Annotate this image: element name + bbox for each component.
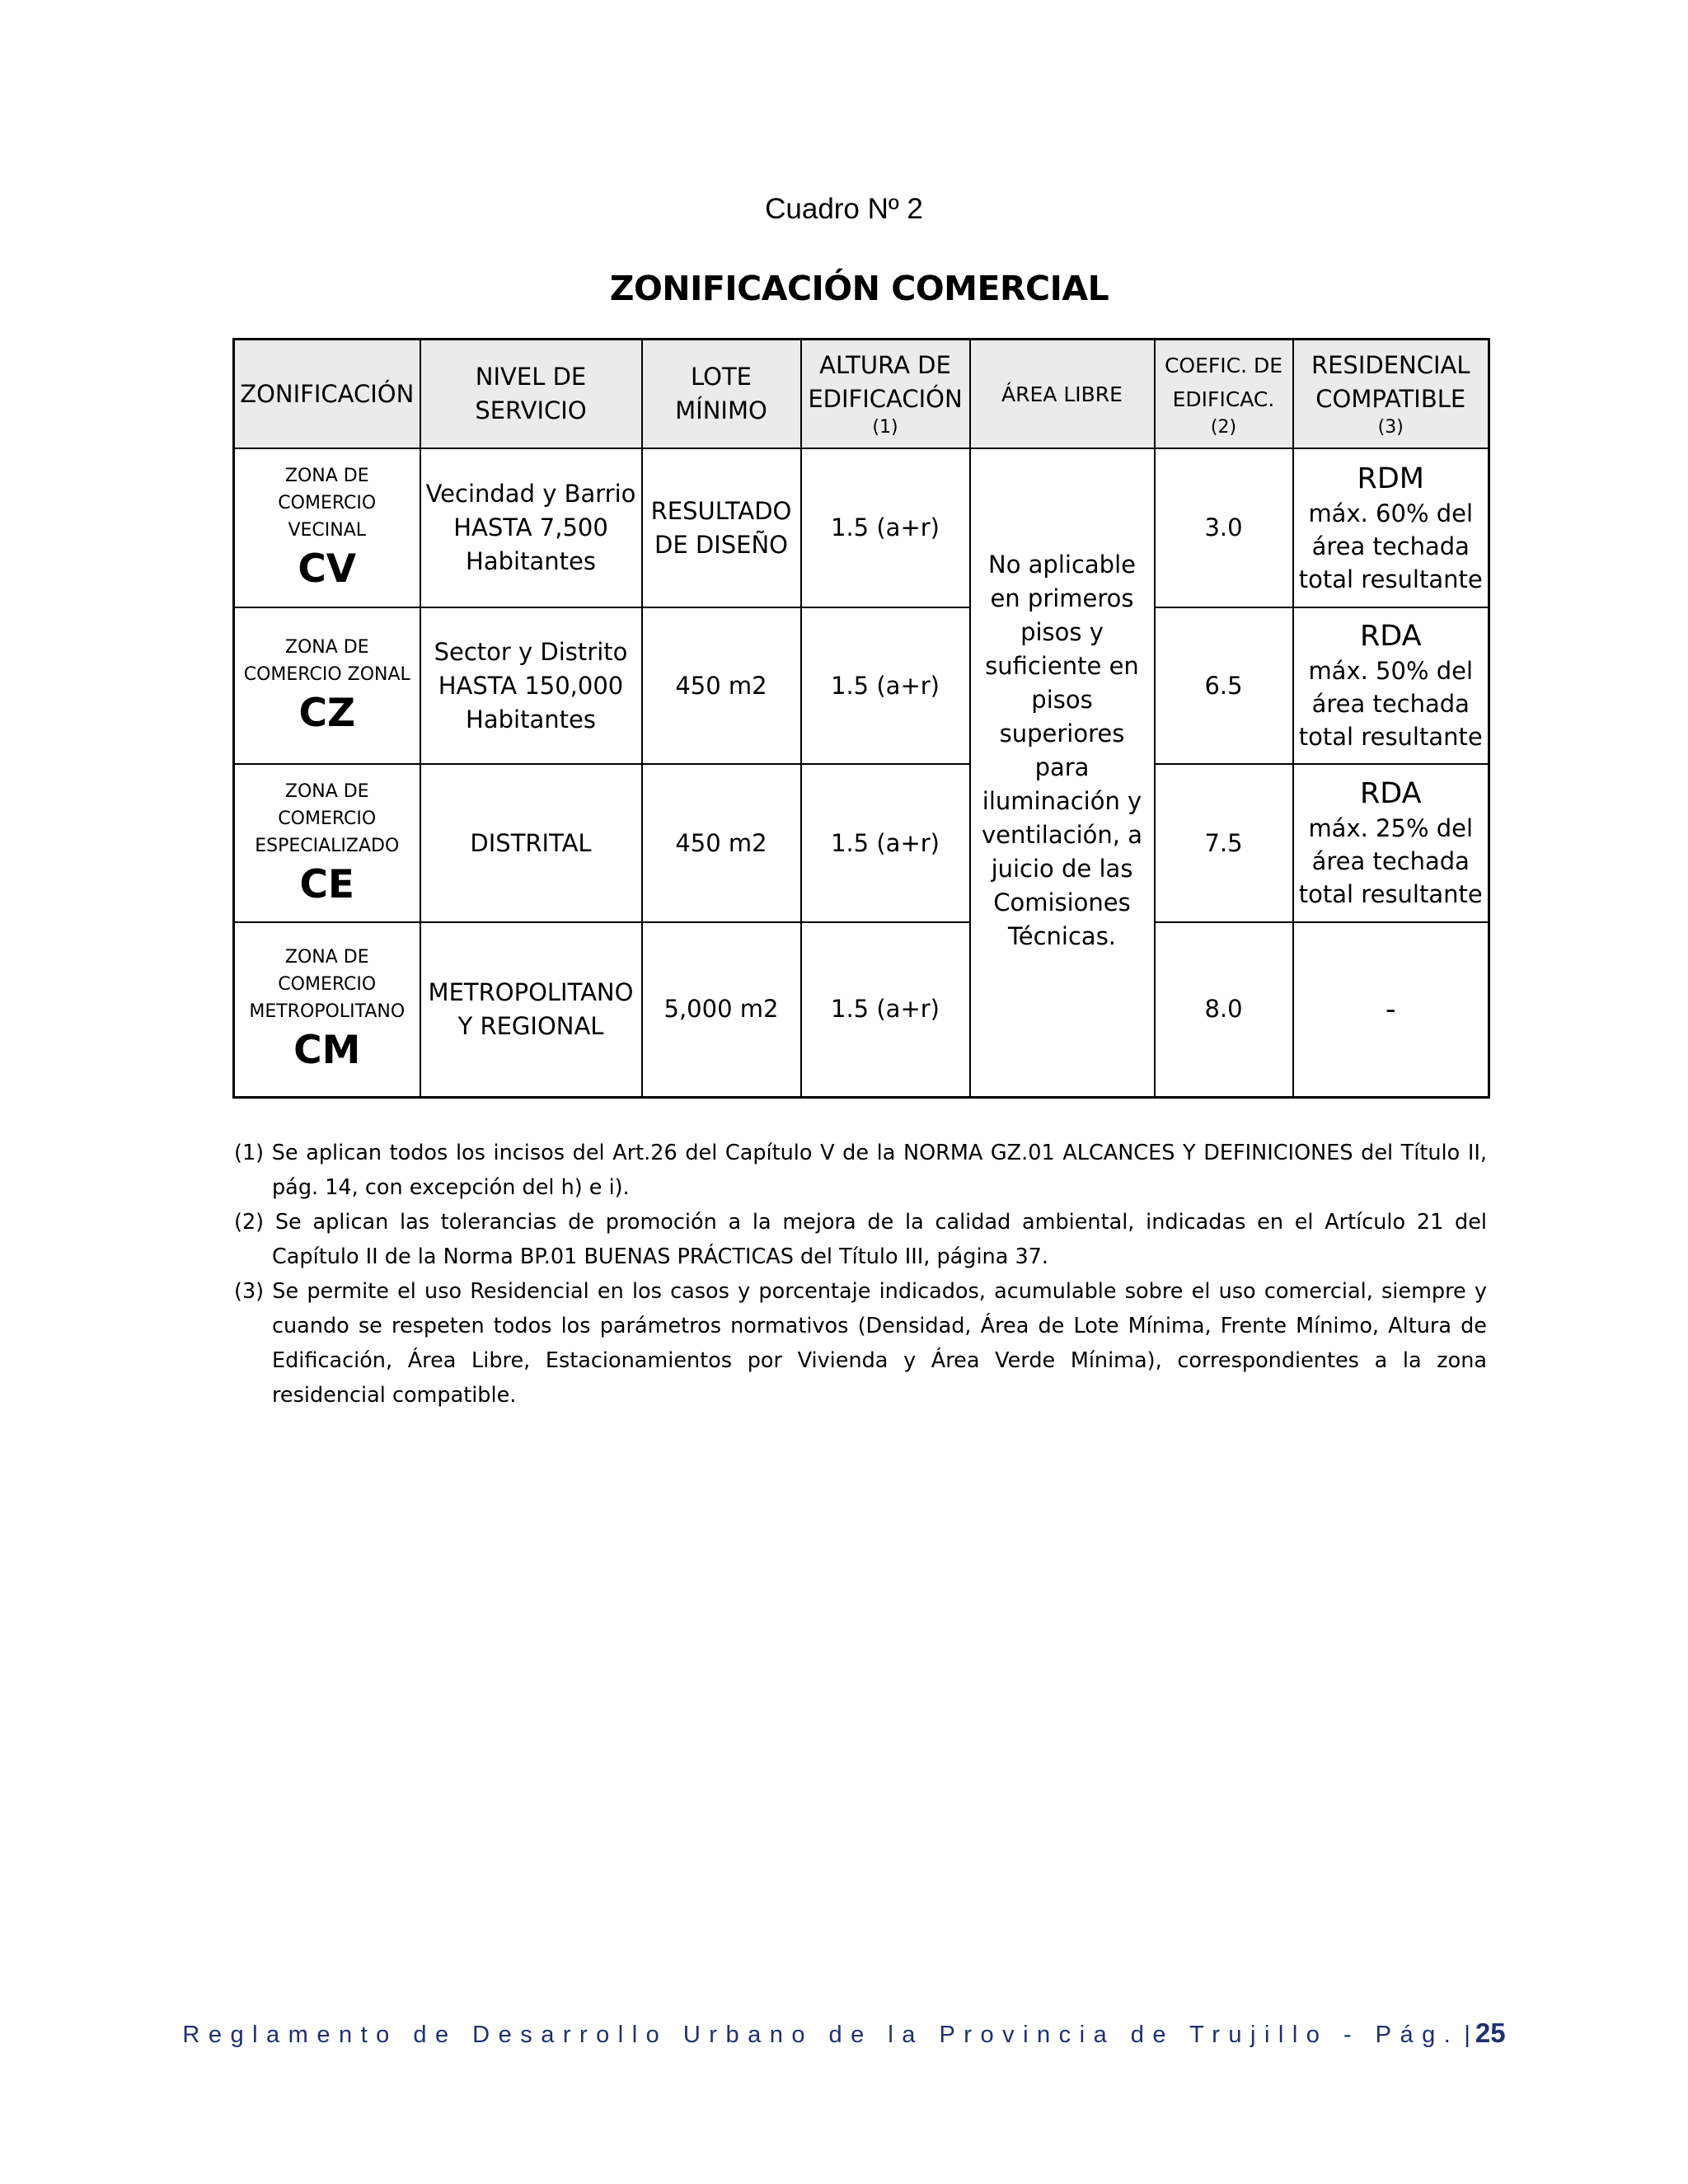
residencial-desc: máx. 60% del área techada total resultante [1298, 499, 1483, 593]
zona-name: ZONA DE COMERCIO ZONAL [243, 637, 410, 685]
nivel-cell: DISTRITAL [420, 764, 642, 922]
altura-cell: 1.5 (a+r) [801, 764, 970, 922]
table-row [234, 448, 1489, 607]
header-zonificacion: ZONIFICACIÓN [234, 340, 420, 449]
header-altura-ref: (1) [872, 417, 898, 438]
table-title: ZONIFICACIÓN COMERCIAL [609, 269, 1109, 308]
zona-cell [234, 922, 420, 1097]
zona-cell [234, 448, 420, 607]
zona-code: CV [298, 546, 357, 592]
altura-cell: 1.5 (a+r) [801, 448, 970, 607]
residencial-code: - [1385, 992, 1396, 1026]
residencial-cell [1293, 448, 1489, 607]
table-row [234, 922, 1489, 1097]
zona-code: CZ [298, 691, 356, 736]
footnote-2: (2) Se aplican las tolerancias de promoción a la mejora de la calidad ambiental, indicadas en el Artículo 21 del Capítulo II de la Norma BP.01 BUENAS PRÁCTICAS del Título III, página 37. [234, 1210, 1487, 1269]
zona-name: ZONA DE COMERCIO METROPOLITANO [249, 947, 406, 1023]
altura-cell: 1.5 (a+r) [801, 922, 970, 1097]
coef-cell: 7.5 [1155, 764, 1293, 922]
header-area: ÁREA LIBRE [970, 340, 1155, 449]
nivel-cell: METROPOLITANO Y REGIONAL [420, 922, 642, 1097]
residencial-desc: máx. 50% del área techada total resultante [1298, 657, 1483, 751]
coef-cell: 3.0 [1155, 448, 1293, 607]
header-coef [1155, 340, 1293, 449]
lote-cell: 450 m2 [642, 764, 801, 922]
header-coef-label: COEFIC. DE EDIFICAC. [1164, 354, 1283, 411]
lote-cell: 450 m2 [642, 607, 801, 764]
header-nivel: NIVEL DE SERVICIO [420, 340, 642, 449]
header-altura-label: ALTURA DE EDIFICACIÓN [808, 351, 963, 413]
residencial-cell [1293, 922, 1489, 1097]
footer-separator: | [1464, 2022, 1470, 2048]
lote-cell: RESULTADO DE DISEÑO [642, 448, 801, 607]
coef-cell: 6.5 [1155, 607, 1293, 764]
residencial-desc: máx. 25% del área techada total resultante [1298, 814, 1483, 908]
residencial-code: RDA [1359, 620, 1422, 653]
header-coef-ref: (2) [1210, 417, 1237, 438]
header-residencial-label: RESIDENCIAL COMPATIBLE [1311, 351, 1470, 413]
nivel-cell: Sector y Distrito HASTA 150,000 Habitantes [420, 607, 642, 764]
table-row [234, 764, 1489, 922]
header-residencial [1293, 340, 1489, 449]
table-caption: Cuadro Nº 2 [765, 193, 923, 225]
zona-code: CE [299, 861, 355, 907]
table-header-row [234, 340, 1489, 449]
footer-text: Reglamento de Desarrollo Urbano de la Provincia de Trujillo - Pág. [182, 2022, 1460, 2048]
footnotes [234, 1136, 1487, 1413]
residencial-code: RDA [1359, 777, 1422, 810]
area-libre-cell: No aplicable en primeros pisos y suficiente en pisos superiores para iluminación y ventilación, a juicio de las Comisiones Técnicas. [970, 448, 1155, 1097]
zoning-table [232, 338, 1490, 1099]
page-footer [0, 2018, 1688, 2049]
header-altura [801, 340, 970, 449]
table-row [234, 607, 1489, 764]
zona-cell [234, 607, 420, 764]
zona-cell [234, 764, 420, 922]
footnote-3: (3) Se permite el uso Residencial en los casos y porcentaje indicados, acumulable sobre el uso comercial, siempre y cuando se respeten todos los parámetros normativos (Densidad, Área de Lote Mínima, Frente Mínimo, Altura de Edificación, Área Libre, Estacionamientos por Vivienda y Área Verde Mínima), correspondientes a la zona residencial compatible. [234, 1279, 1487, 1408]
zona-name: ZONA DE COMERCIO VECINAL [278, 466, 377, 541]
altura-cell: 1.5 (a+r) [801, 607, 970, 764]
page-number: 25 [1475, 2018, 1506, 2048]
lote-cell: 5,000 m2 [642, 922, 801, 1097]
nivel-cell: Vecindad y Barrio HASTA 7,500 Habitantes [420, 448, 642, 607]
coef-cell: 8.0 [1155, 922, 1293, 1097]
residencial-cell [1293, 607, 1489, 764]
zona-code: CM [293, 1028, 361, 1074]
header-residencial-ref: (3) [1377, 417, 1404, 438]
zona-name: ZONA DE COMERCIO ESPECIALIZADO [255, 780, 400, 856]
residencial-cell [1293, 764, 1489, 922]
footnote-1: (1) Se aplican todos los incisos del Art.26 del Capítulo V de la NORMA GZ.01 ALCANCES Y DEFINICIONES del Título II, pág. 14, con excepción del h) e i). [234, 1141, 1487, 1200]
residencial-code: RDM [1357, 462, 1424, 495]
header-lote: LOTE MÍNIMO [642, 340, 801, 449]
